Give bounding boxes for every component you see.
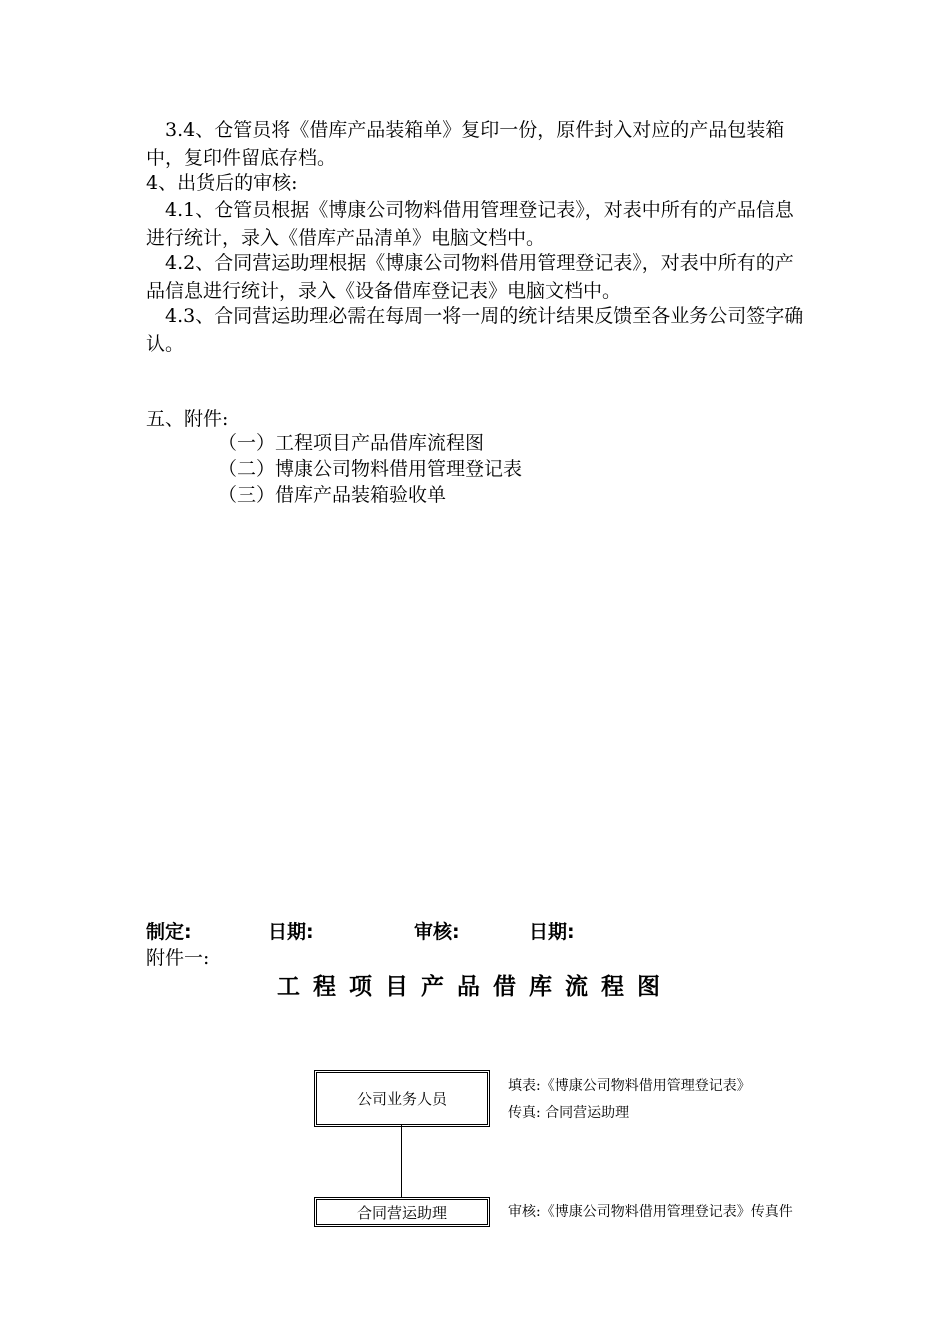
attachment-item: （二）博康公司物料借用管理登记表 bbox=[218, 458, 523, 480]
review-label: 审核: bbox=[414, 921, 460, 943]
attachment-item: （一）工程项目产品借库流程图 bbox=[218, 432, 485, 454]
flow-box-label: 公司业务人员 bbox=[356, 1090, 447, 1108]
flowchart-title: 工程项目产品借库流程图 bbox=[277, 974, 673, 1000]
attachments-heading: 五、附件: bbox=[146, 408, 229, 430]
flow-note-review: 审核:《博康公司物料借用管理登记表》传真件 bbox=[508, 1204, 793, 1220]
flow-note-fill-form: 填表:《博康公司物料借用管理登记表》 bbox=[508, 1078, 751, 1094]
flow-box-contract-assistant bbox=[314, 1197, 490, 1227]
paragraph-3-4: 3.4、仓管员将《借库产品装箱单》复印一份，原件封入对应的产品包装箱中，复印件留底存档。 bbox=[146, 119, 785, 169]
flow-note-fax: 传真: 合同营运助理 bbox=[508, 1105, 630, 1121]
flow-box-label: 合同营运助理 bbox=[356, 1203, 447, 1222]
flow-box-sales-staff bbox=[314, 1070, 490, 1127]
paragraph-4-2: 4.2、合同营运助理根据《博康公司物料借用管理登记表》，对表中所有的产品信息进行统计，录入《设备借库登记表》电脑文档中。 bbox=[146, 252, 794, 302]
attachment-item: （三）借库产品装箱验收单 bbox=[218, 484, 447, 506]
made-by-label: 制定: bbox=[146, 921, 192, 943]
flow-connector bbox=[401, 1125, 402, 1198]
paragraph-4-3: 4.3、合同营运助理必需在每周一将一周的统计结果反馈至各业务公司签字确认。 bbox=[146, 305, 804, 355]
date-label: 日期: bbox=[529, 921, 575, 943]
date-label: 日期: bbox=[268, 921, 314, 943]
appendix-label: 附件一: bbox=[146, 947, 210, 969]
paragraph-4-1: 4.1、仓管员根据《博康公司物料借用管理登记表》，对表中所有的产品信息进行统计，录入《借库产品清单》电脑文档中。 bbox=[146, 199, 794, 249]
section-4-heading: 4、出货后的审核: bbox=[146, 172, 298, 194]
